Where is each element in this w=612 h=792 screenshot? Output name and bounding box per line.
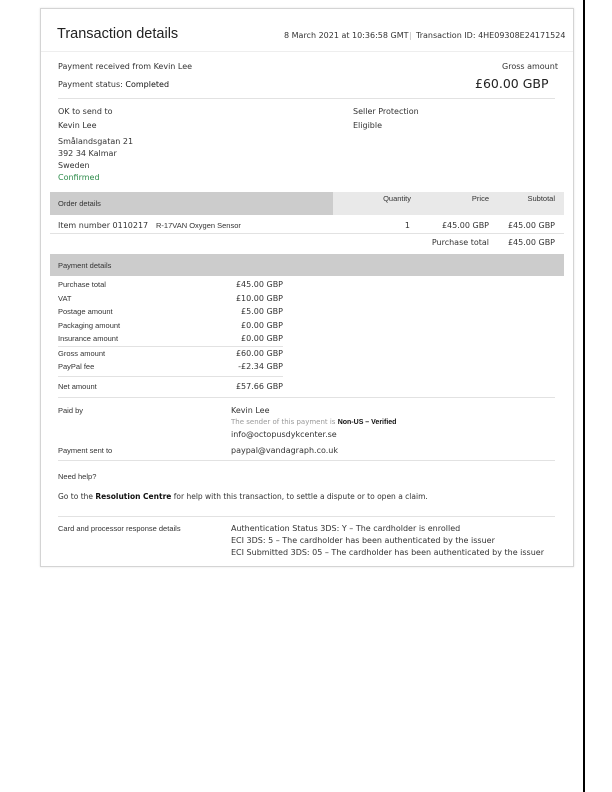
payment-row-value: £0.00 GBP [241,334,283,343]
payer-email[interactable]: info@octopusdykcenter.se [231,430,337,439]
page-edge-rule [583,0,585,792]
order-row-divider [50,233,564,234]
card-response-line: ECI 3DS: 5 – The cardholder has been authenticated by the issuer [231,536,495,545]
payment-header-bar [50,254,564,276]
payment-row-value: £5.00 GBP [241,307,283,316]
item-subtotal: £45.00 GBP [507,221,555,230]
gross-amount-value: £60.00 GBP [475,76,549,91]
verified-status: Non-US – Verified [337,419,397,426]
sender-note [231,418,396,426]
payment-subdivider [58,376,283,377]
ship-country: Sweden [58,161,90,170]
payment-divider [58,397,555,398]
ok-to-send-label: OK to send to [58,107,113,116]
seller-protection-label: Seller Protection [353,107,419,116]
purchase-total-value: £45.00 GBP [507,238,555,247]
ship-city: 392 34 Kalmar [58,149,117,158]
recipient-email[interactable]: paypal@vandagraph.co.uk [231,446,338,455]
header-divider [41,51,573,52]
gross-amount-label: Gross amount [502,62,558,71]
help-title: Need help? [58,472,97,481]
payment-status-label: Payment status: [58,80,123,89]
purchase-total-label: Purchase total [431,238,489,247]
order-details-header: Order details [58,199,101,208]
summary-divider [58,98,555,99]
payment-row-value: £0.00 GBP [241,321,283,330]
payment-row-value: £45.00 GBP [235,280,283,289]
payment-row-label: Insurance amount [58,334,119,343]
item-quantity: 1 [404,221,410,230]
payment-row-label: VAT [58,294,72,303]
payment-row-value: -£2.34 GBP [238,362,283,371]
payment-subdivider [58,346,283,347]
payment-row-label: Purchase total [58,280,106,289]
payer-name: Kevin Lee [231,406,270,415]
payment-row-value: £57.66 GBP [235,382,283,391]
payment-row-label: Gross amount [58,349,106,358]
sender-note-text: The sender of this payment is [231,418,336,426]
ship-name: Kevin Lee [58,121,97,130]
header-separator: | [409,31,412,40]
item-number: Item number 0110217 [58,221,149,230]
help-suffix: for help with this transaction, to settle a dispute or to open a claim. [173,492,428,501]
payment-details-header: Payment details [58,261,112,270]
card-response-line: Authentication Status 3DS: Y – The cardholder is enrolled [231,524,461,533]
sent-to-label: Payment sent to [58,446,113,455]
card-response-line: ECI Submitted 3DS: 05 – The cardholder has been authenticated by the issuer [231,548,544,557]
col-subtotal: Subtotal [527,194,555,203]
payment-row-value: £10.00 GBP [235,294,283,303]
address-status: Confirmed [58,173,100,182]
received-from: Payment received from Kevin Lee [58,62,193,71]
payment-row-label: PayPal fee [58,362,95,371]
paid-by-label: Paid by [58,406,84,415]
help-text [58,492,428,501]
sent-to-divider [58,460,555,461]
col-quantity: Quantity [383,194,411,203]
transaction-id: Transaction ID: 4HE09308E24171524 [416,31,566,40]
col-price: Price [471,194,489,203]
page-title: Transaction details [57,26,179,42]
card-response-label: Card and processor response details [58,524,181,533]
resolution-centre-link[interactable]: Resolution Centre [95,492,172,501]
transaction-card [40,8,574,567]
payment-row-label: Packaging amount [58,321,121,330]
ship-street: Smålandsgatan 21 [58,137,134,146]
payment-row-label: Net amount [58,382,97,391]
payment-status [58,80,169,89]
help-divider [58,516,555,517]
payment-row-value: £60.00 GBP [235,349,283,358]
payment-row-label: Postage amount [58,307,113,316]
transaction-date: 8 March 2021 at 10:36:58 GMT [284,31,409,40]
help-prefix: Go to the [58,492,94,501]
payment-status-value: Completed [125,80,170,89]
seller-protection-value: Eligible [353,121,383,130]
item-name: R-17VAN Oxygen Sensor [156,221,241,230]
item-price: £45.00 GBP [441,221,489,230]
